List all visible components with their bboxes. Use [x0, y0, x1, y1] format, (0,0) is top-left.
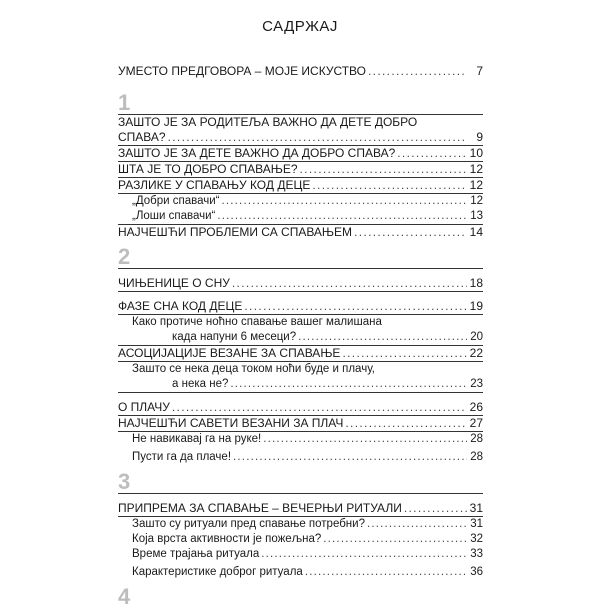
toc-page-number: 12 — [469, 162, 483, 176]
leader-dots — [263, 432, 467, 447]
leader-dots — [368, 64, 467, 79]
toc-entry-label-line2: када напуни 6 месеци? — [172, 331, 297, 343]
toc-entry-label: НАЈЧЕШЋИ САВЕТИ ВЕЗАНИ ЗА ПЛАЧ — [118, 416, 344, 430]
toc-subentry[interactable] — [118, 547, 483, 562]
leader-dots — [298, 330, 467, 345]
toc-page-number: 22 — [469, 346, 483, 360]
toc-entry-label-line1: Зашто се нека деца током ноћи буде и плачу, — [132, 363, 375, 375]
toc-entry[interactable] — [118, 416, 483, 431]
toc-entry[interactable] — [118, 162, 483, 177]
leader-dots — [300, 162, 467, 177]
leader-dots — [261, 547, 467, 562]
toc-entry-label: О ПЛАЧУ — [118, 400, 170, 414]
leader-dots — [168, 130, 467, 145]
toc-entry-label: „Добри спавачи“ — [132, 195, 220, 207]
toc-entry-label: УМЕСТО ПРЕДГОВОРА – МОЈЕ ИСКУСТВО — [118, 64, 366, 78]
toc-subentry[interactable] — [118, 532, 483, 547]
toc-subentry[interactable] — [118, 432, 483, 447]
leader-dots — [217, 209, 467, 224]
leader-dots — [305, 565, 467, 580]
toc-entry-label: ЗАШТО ЈЕ ЗА ДЕТЕ ВАЖНО ДА ДОБРО СПАВА? — [118, 146, 396, 160]
toc-page-number: 27 — [469, 416, 483, 430]
toc-entry-label: Пусти га да плаче! — [132, 451, 232, 463]
toc-entry[interactable] — [118, 178, 483, 193]
toc-entry[interactable] — [118, 115, 483, 145]
toc-entry-label: НАЈЧЕШЋИ ПРОБЛЕМИ СА СПАВАЊЕМ — [118, 225, 353, 239]
toc-page-number: 28 — [470, 433, 483, 445]
toc-page-number: 12 — [470, 195, 483, 207]
leader-dots — [367, 517, 467, 532]
leader-dots — [342, 346, 467, 361]
toc-page-number: 9 — [476, 130, 483, 144]
toc-entry[interactable] — [118, 346, 483, 361]
leader-dots — [233, 450, 467, 465]
toc-entry-label: „Лоши спавачи“ — [132, 210, 216, 222]
toc-page-number: 7 — [476, 64, 483, 78]
leader-dots — [323, 532, 467, 547]
toc-page-number: 31 — [470, 518, 483, 530]
section-number: 4 — [118, 584, 131, 609]
toc-entry-label: АСОЦИЈАЦИЈЕ ВЕЗАНЕ ЗА СПАВАЊЕ — [118, 346, 341, 360]
toc-page-number: 18 — [469, 276, 483, 290]
toc-entry-label: РАЗЛИКЕ У СПАВАЊУ КОД ДЕЦЕ — [118, 178, 311, 192]
toc-entry-label: ШТА ЈЕ ТО ДОБРО СПАВАЊЕ? — [118, 162, 298, 176]
toc-page-number: 19 — [469, 299, 483, 313]
toc-entry[interactable] — [118, 501, 483, 516]
toc-page-number: 20 — [470, 331, 483, 343]
leader-dots — [172, 400, 467, 415]
toc-page-number: 26 — [469, 400, 483, 414]
leader-dots — [397, 146, 467, 161]
toc-entry-label: Карактеристике доброг ритуала — [132, 566, 303, 578]
toc-entry-label: Зашто су ритуали пред спавање потребни? — [132, 518, 365, 530]
toc-page-number: 36 — [470, 566, 483, 578]
toc-page-number: 31 — [469, 501, 483, 515]
toc-entry-label-line1: Како протиче ноћно спавање вашег малишана — [132, 316, 382, 328]
leader-dots — [222, 194, 468, 209]
leader-dots — [244, 299, 467, 314]
leader-dots — [404, 501, 467, 516]
toc-entry-label: Која врста активности је пожељна? — [132, 533, 322, 545]
toc-entry-intro[interactable] — [118, 64, 483, 79]
toc-entry-label-line2: СПАВА? — [118, 130, 166, 144]
page-title: САДРЖАЈ — [262, 18, 338, 35]
leader-dots — [345, 416, 467, 431]
leader-dots — [232, 276, 467, 291]
toc-subentry[interactable] — [118, 194, 483, 209]
section-number: 2 — [118, 244, 131, 269]
toc-entry[interactable] — [118, 225, 483, 240]
leader-dots — [230, 377, 467, 392]
section-number: 3 — [118, 469, 131, 494]
toc-entry-label: Не навикавај га на руке! — [132, 433, 262, 445]
toc-subentry[interactable] — [118, 315, 483, 345]
toc-page-number: 10 — [469, 146, 483, 160]
toc-subentry[interactable] — [118, 209, 483, 224]
toc-entry-label: ФАЗЕ СНА КОД ДЕЦЕ — [118, 299, 243, 313]
toc-entry-label: Време трајања ритуала — [132, 548, 260, 560]
section-number: 1 — [118, 90, 131, 115]
toc-subentry[interactable] — [118, 362, 483, 392]
toc-page-number: 23 — [470, 378, 483, 390]
toc-page-number: 13 — [470, 210, 483, 222]
leader-dots — [354, 225, 467, 240]
toc-subentry[interactable] — [118, 450, 483, 465]
toc-page-number: 33 — [470, 548, 483, 560]
toc-entry-label: ПРИПРЕМА ЗА СПАВАЊЕ – ВЕЧЕРЊИ РИТУАЛИ — [118, 501, 402, 515]
leader-dots — [312, 178, 467, 193]
toc-entry[interactable] — [118, 299, 483, 314]
toc-entry[interactable] — [118, 146, 483, 161]
toc-entry-label: ЧИЊЕНИЦЕ О СНУ — [118, 276, 230, 290]
toc-subentry[interactable] — [118, 565, 483, 580]
toc-page-number: 32 — [470, 533, 483, 545]
toc-entry-label-line1: ЗАШТО ЈЕ ЗА РОДИТЕЉА ВАЖНО ДА ДЕТЕ ДОБРО — [118, 115, 418, 129]
toc-entry-label-line2: а нека не? — [172, 378, 229, 390]
toc-page-number: 14 — [469, 225, 483, 239]
toc-entry[interactable] — [118, 276, 483, 291]
toc-page-number: 28 — [470, 451, 483, 463]
toc-entry[interactable] — [118, 400, 483, 415]
table-of-contents — [118, 64, 483, 608]
toc-page-number: 12 — [469, 178, 483, 192]
toc-subentry[interactable] — [118, 517, 483, 532]
